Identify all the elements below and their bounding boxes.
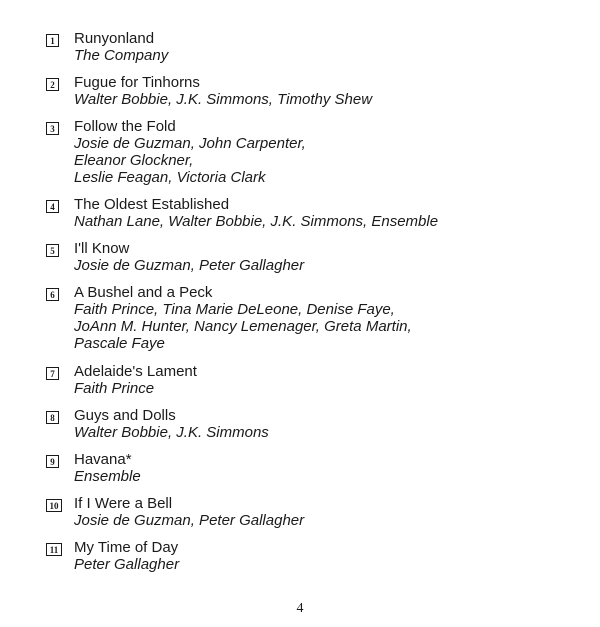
- track-number: 2: [46, 78, 59, 91]
- track-performers: Peter Gallagher: [74, 556, 180, 573]
- track-number: 3: [46, 122, 59, 135]
- track-performers: Josie de Guzman, Peter Gallagher: [74, 257, 305, 274]
- track-title: Havana*: [74, 451, 132, 468]
- track-performers: Faith Prince: [74, 380, 155, 397]
- track-performers: Pascale Faye: [74, 335, 165, 352]
- track-title: I'll Know: [74, 240, 130, 257]
- track-number: 9: [46, 455, 59, 468]
- track-performers: Faith Prince, Tina Marie DeLeone, Denise Faye,: [74, 301, 395, 318]
- track-title: The Oldest Established: [74, 196, 230, 213]
- track-text: [74, 284, 412, 352]
- track-number: 7: [46, 367, 59, 380]
- track-text: [74, 539, 179, 573]
- track-performers: Walter Bobbie, J.K. Simmons, Timothy Shew: [74, 91, 373, 108]
- track-text: [74, 407, 269, 441]
- track-text: [74, 74, 372, 108]
- track-title: Fugue for Tinhorns: [74, 74, 200, 91]
- track-performers: Josie de Guzman, John Carpenter,: [74, 135, 306, 152]
- track-performers: Nathan Lane, Walter Bobbie, J.K. Simmons, Ensemble: [74, 213, 439, 230]
- track-title: A Bushel and a Peck: [74, 284, 213, 301]
- track-performers: JoAnn M. Hunter, Nancy Lemenager, Greta Martin,: [74, 318, 412, 335]
- track-text: [74, 451, 141, 485]
- track-performers: Leslie Feagan, Victoria Clark: [74, 169, 266, 186]
- track-performers: Eleanor Glockner,: [74, 152, 194, 169]
- track-performers: Ensemble: [74, 468, 141, 485]
- track-number: 4: [46, 200, 59, 213]
- track-performers: Walter Bobbie, J.K. Simmons: [74, 424, 269, 441]
- track-number: 1: [46, 34, 59, 47]
- page-number: 4: [296, 601, 304, 616]
- track-number: 11: [46, 543, 62, 556]
- track-number: 6: [46, 288, 59, 301]
- track-performers: Josie de Guzman, Peter Gallagher: [74, 512, 305, 529]
- track-performers: The Company: [74, 47, 169, 64]
- track-number: 8: [46, 411, 59, 424]
- track-title: My Time of Day: [74, 539, 179, 556]
- track-title: If I Were a Bell: [74, 495, 173, 512]
- track-title: Follow the Fold: [74, 118, 176, 135]
- track-text: [74, 363, 197, 397]
- track-title: Runyonland: [74, 30, 155, 47]
- track-title: Guys and Dolls: [74, 407, 176, 424]
- track-title: Adelaide's Lament: [74, 363, 197, 380]
- track-text: [74, 196, 438, 230]
- track-number: 10: [46, 499, 62, 512]
- track-text: [74, 30, 168, 64]
- track-text: [74, 240, 304, 274]
- track-text: [74, 495, 304, 529]
- track-text: [74, 118, 306, 186]
- track-number: 5: [46, 244, 59, 257]
